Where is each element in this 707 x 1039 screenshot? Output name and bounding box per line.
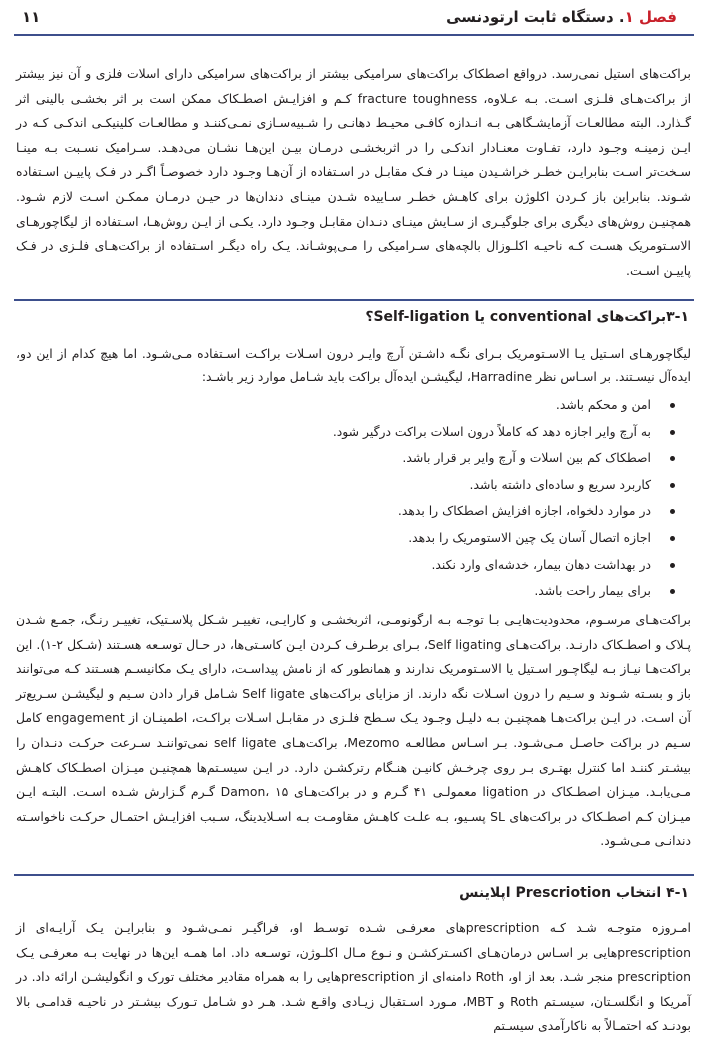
list-item: در بهداشت دهان بیمار، خدشه‌ای وارد نکند. xyxy=(333,552,675,579)
ligation-requirements-list xyxy=(333,392,675,605)
section-4-body: امـروزه متوجـه شـد کـه prescriptionهای معرفـی شـده توسـط او، فراگیـر نمـی‌شـود و بنابرایـن یـک آرایـه‌ای از prescriptionهایی بر اسـاس درمان‌هـای اکسـترکشـن و نـوع مـال اکلـوژن، توسـعه داد. اما همـه این‌ها در نهایت بـه معرفـی یـک prescription منجر شـد. بعد از او، Roth دامنه‌ای از prescriptionهایی را به همراه مقادیر مختلف تورک و انگولیشـن ارائه داد. در آمریکا و انگلسـتان، سیسـتم Roth و MBT، مـورد اسـتقبال زیـادی واقـع شـد. هـر دو شـامل تـورک بیشـتر در ناحیـه قدامـی بالا بودنـد که احتمـالاً به ناکارآمدی سیسـتم xyxy=(16,920,691,1034)
header-divider xyxy=(14,34,694,36)
list-item: در موارد دلخواه، اجازه افزایش اصطکاک را بدهد. xyxy=(333,498,675,525)
section-3-intro: لیگاچورهـای اسـتیل یـا الاسـتومریک بـرای نگـه داشـتن آرچ وایـر درون اسـلات براکـت اسـتفاده مـی‌شـود. اما هیچ کدام از این دو، ایده‌آل نیسـتند. بر اسـاس نظر Harradine، لیگیشـن ایده‌آل براکت باید شـامل موارد زیر باشـد: xyxy=(16,346,691,384)
chapter-title: . دستگاه ثابت ارتودنسی xyxy=(446,8,625,26)
page-number: ۱۱ xyxy=(22,8,41,26)
intro-paragraph: براکت‌های استیل نمی‌رسد. درواقع اصطکاک براکت‌های سرامیکی بیشتر از براکت‌های سرامیکی دارای اسلات فلزی و آن نیز بیشتر از براکت‌هـای فلـزی اسـت. بـه عـلاوه، fracture toughness کـم و افزایـش اصطـکاک ممکن است بر اثر بخشـی بالینی اثر گـذارد. البته مطالعـات آزمایشـگاهی بـه انـدازه کافـی محیـط دهانـی را شـبیه‌سـازی نمـی‌کننـد و مطالعـات کلینیکـی اندکـی کـه در ایـن زمینـه وجـود دارد، تفـاوت معنـادار اندکـی را در اثربخشـی درمـان بیـن این‌هـا نشـان می‌دهـد. سـرامیک نسـبت بـه مینـا سـخت‌تر اسـت بنابرایـن خطـر خراشـیدن مینـا در فـک مقابـل در اسـتفاده از آن‌هـا وجـود دارد خصوصـاً اگـر در فـک پاییـن اسـتفاده شـوند. بنابراین باز کـردن اکلوژن برای کاهـش خطـر سـاییده شـدن مینـای دندان‌ها در حیـن درمـان ممکـن اسـت لازم شـود. همچنیـن روش‌های دیگری برای جلوگیـری از سـایش مینـای دنـدان مقابـل وجـود دارد. یکـی از ایـن روش‌هـا، اسـتفاده از لیگاچورهـای الاسـتومریک هسـت کـه ناحیـه اکلـوزال بالچه‌های سـرامیکی را مـی‌پوشـاند. یـک راه دیگـر اسـتفاده از براکت‌هـای فلـزی در فـک پاییـن اسـت. xyxy=(16,66,692,278)
chapter-label: فصل ۱ xyxy=(624,8,677,26)
list-item: برای بیمار راحت باشد. xyxy=(333,578,675,605)
list-item: اصطکاک کم بین اسلات و آرچ وایر بر قرار باشد. xyxy=(333,445,675,472)
section-3-divider xyxy=(14,299,694,301)
list-item: امن و محکم باشد. xyxy=(333,392,675,419)
chapter-heading xyxy=(446,8,677,26)
section-3-title: ۳-۱براکت‌های conventional یا Self-ligation؟ xyxy=(365,309,689,325)
page-header xyxy=(0,0,707,36)
list-item: اجازه اتصال آسان یک چین الاستومریک را بدهد. xyxy=(333,525,675,552)
list-item: به آرچ وایر اجازه دهد که کاملاً درون اسلات براکت درگیر شود. xyxy=(333,419,675,446)
section-3-body: براکت‌هـای مرسـوم، محدودیت‌هایـی بـا توجـه بـه ارگونومـی، اثربخشـی و کارایـی، تغییـر شـکل پلاسـتیک، تغییـر رنـگ، جمـع شـدن پـلاک و اصطـکاک دارنـد. براکت‌هـای Self ligating، بـرای برطـرف کـردن ایـن کاسـتی‌ها، در حـال توسـعه هسـتند (شـکل ۲-۱). این براکت‌هـا نیـاز بـه لیگاچـور اسـتیل یا الاسـتومریک ندارند و همانطور که از نامش پیداسـت، دارای یـک مکانیسـم هسـتند کـه می‌توانند باز و بسـته شـوند و سـیم را درون اسـلات نگه دارند. از مزایای براکت‌های Self ligate شـامل قرار دادن سـیم و لیگیشـن سـریع‌تر آن اسـت. در ایـن براکت‌هـا همچنیـن بـه دلیـل وجـود یـک سـطح فلـزی در مقابـل اسـلات براکـت، اطمینـان از engagement کامل سـیم در براکت حاصـل مـی‌شـود. بـر اسـاس مطالعـه Mezomo، براکت‌هـای self ligate نمی‌تواننـد سـرعت حرکـت دنـدان را بیشـتر کننـد اما کنترل بهتـری بـر روی چرخـش کانیـن هنـگام رترکشـن دارد. در ایـن سیسـتم‌ها همچنیـن میـزان اصطـکاک کاهـش مـی‌یابـد. میـزان اصطـکاک در ligation معمولـی ۴۱ گـرم و در براکت‌هـای Damon، ۱۵ گـرم گـزارش شـده اسـت. البتـه ایـن میـزان کـم اصطـکاک در براکت‌های SL پسـیو، بـه علـت کاهـش مقاومـت بـه اسـلایدینگ، سـبب افزایـش احتمـال حرکـت ناخواسـته دندانـی مـی‌شـود. xyxy=(16,612,692,849)
list-item: کاربرد سریع و ساده‌ای داشته باشد. xyxy=(333,472,675,499)
section-4-divider xyxy=(14,874,694,876)
section-4-title: ۴-۱ انتخاب Prescriotion اپلاینس xyxy=(459,885,689,901)
